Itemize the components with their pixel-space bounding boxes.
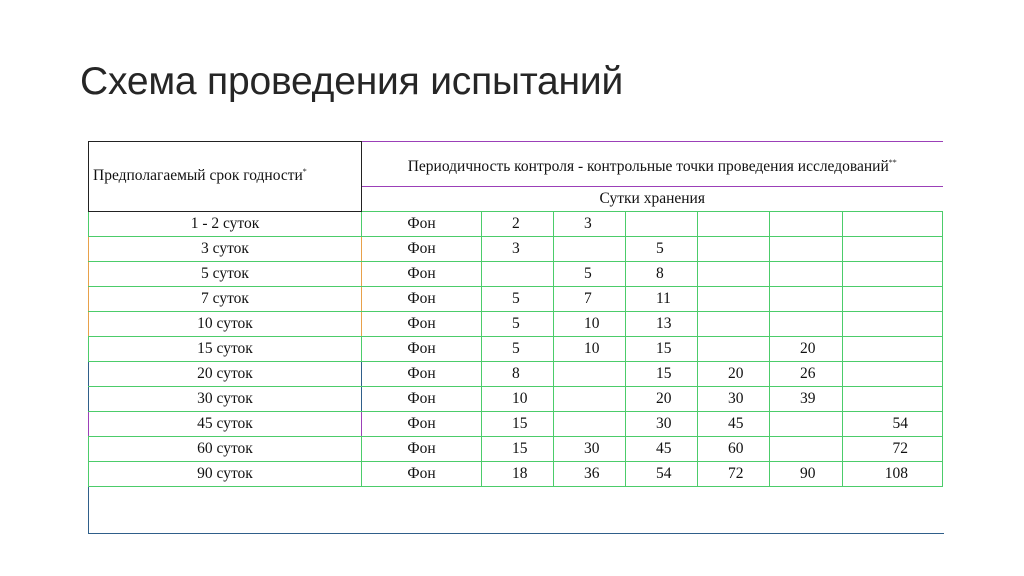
checkpoint-day-cell [770,237,843,262]
checkpoint-day-cell [770,262,843,287]
checkpoint-day-cell [843,262,943,287]
checkpoint-day-cell [554,412,626,437]
shelf-life-cell: 15 суток [89,337,362,362]
checkpoint-day-cell: 20 [770,337,843,362]
checkpoint-day-cell: 45 [698,412,770,437]
checkpoint-day-cell: 36 [554,462,626,487]
table-row [89,362,943,387]
checkpoint-day-cell: 10 [554,337,626,362]
checkpoint-day-cell [843,362,943,387]
baseline-cell: Фон [362,262,482,287]
checkpoint-day-cell: 20 [698,362,770,387]
shelf-life-cell: 90 суток [89,462,362,487]
checkpoint-day-cell: 39 [770,387,843,412]
checkpoint-day-cell [554,362,626,387]
checkpoint-day-cell [843,237,943,262]
footnote-mark-1: * [302,167,307,177]
table-row [89,237,943,262]
baseline-cell: Фон [362,387,482,412]
checkpoint-day-cell [843,287,943,312]
checkpoint-day-cell: 60 [698,437,770,462]
periodicity-header [362,142,943,187]
checkpoint-day-cell [770,437,843,462]
table-row [89,262,943,287]
checkpoint-day-cell: 5 [482,337,554,362]
checkpoint-day-cell: 30 [698,387,770,412]
checkpoint-day-cell: 7 [554,287,626,312]
checkpoint-day-cell: 10 [554,312,626,337]
checkpoint-day-cell: 15 [482,412,554,437]
checkpoint-day-cell [554,237,626,262]
footnote-mark-2: ** [888,157,897,167]
table-row [89,287,943,312]
checkpoint-day-cell [698,312,770,337]
checkpoint-day-cell [770,212,843,237]
checkpoint-day-cell: 15 [626,337,698,362]
shelf-life-cell: 5 суток [89,262,362,287]
testing-schedule-table [88,141,943,487]
table-row [89,337,943,362]
checkpoint-day-cell: 3 [482,237,554,262]
checkpoint-day-cell: 30 [554,437,626,462]
checkpoint-day-cell: 5 [626,237,698,262]
table-row [89,387,943,412]
checkpoint-day-cell [770,412,843,437]
baseline-cell: Фон [362,462,482,487]
shelf-life-cell: 30 суток [89,387,362,412]
checkpoint-day-cell: 72 [698,462,770,487]
checkpoint-day-cell [626,212,698,237]
checkpoint-day-cell: 72 [843,437,943,462]
baseline-cell: Фон [362,437,482,462]
periodicity-header-text: Периодичность контроля - контрольные точки проведения исследований [407,158,889,176]
checkpoint-day-cell [698,337,770,362]
shelf-life-cell: 3 суток [89,237,362,262]
baseline-cell: Фон [362,362,482,387]
table-row [89,312,943,337]
shelf-life-cell: 60 суток [89,437,362,462]
shelf-life-cell: 7 суток [89,287,362,312]
checkpoint-day-cell: 5 [482,312,554,337]
table-row [89,462,943,487]
checkpoint-day-cell: 108 [843,462,943,487]
checkpoint-day-cell: 15 [482,437,554,462]
shelf-life-cell: 1 - 2 суток [89,212,362,237]
checkpoint-day-cell: 8 [626,262,698,287]
checkpoint-day-cell: 54 [626,462,698,487]
checkpoint-day-cell [698,262,770,287]
storage-days-header: Сутки хранения [362,187,943,212]
checkpoint-day-cell: 45 [626,437,698,462]
checkpoint-day-cell [843,387,943,412]
checkpoint-day-cell [843,337,943,362]
shelf-life-cell: 10 суток [89,312,362,337]
baseline-cell: Фон [362,212,482,237]
checkpoint-day-cell [843,212,943,237]
checkpoint-day-cell [698,287,770,312]
checkpoint-day-cell [843,312,943,337]
checkpoint-day-cell: 20 [626,387,698,412]
slide-title: Схема проведения испытаний [80,60,624,103]
checkpoint-day-cell: 11 [626,287,698,312]
checkpoint-day-cell: 2 [482,212,554,237]
shelf-life-header [89,142,362,212]
checkpoint-day-cell: 54 [843,412,943,437]
checkpoint-day-cell: 26 [770,362,843,387]
shelf-life-header-text: Предполагаемый срок годности [93,167,303,185]
checkpoint-day-cell: 90 [770,462,843,487]
checkpoint-day-cell: 5 [482,287,554,312]
baseline-cell: Фон [362,412,482,437]
checkpoint-day-cell: 15 [626,362,698,387]
checkpoint-day-cell [482,262,554,287]
checkpoint-day-cell: 10 [482,387,554,412]
baseline-cell: Фон [362,287,482,312]
baseline-cell: Фон [362,337,482,362]
baseline-cell: Фон [362,312,482,337]
checkpoint-day-cell [770,312,843,337]
table-row [89,437,943,462]
checkpoint-day-cell: 5 [554,262,626,287]
checkpoint-day-cell: 3 [554,212,626,237]
shelf-life-cell: 20 суток [89,362,362,387]
checkpoint-day-cell: 30 [626,412,698,437]
table-row [89,412,943,437]
checkpoint-day-cell [698,212,770,237]
table-row [89,212,943,237]
checkpoint-day-cell [554,387,626,412]
checkpoint-day-cell [770,287,843,312]
checkpoint-day-cell: 8 [482,362,554,387]
checkpoint-day-cell: 13 [626,312,698,337]
checkpoint-day-cell: 18 [482,462,554,487]
shelf-life-cell: 45 суток [89,412,362,437]
checkpoint-day-cell [698,237,770,262]
baseline-cell: Фон [362,237,482,262]
